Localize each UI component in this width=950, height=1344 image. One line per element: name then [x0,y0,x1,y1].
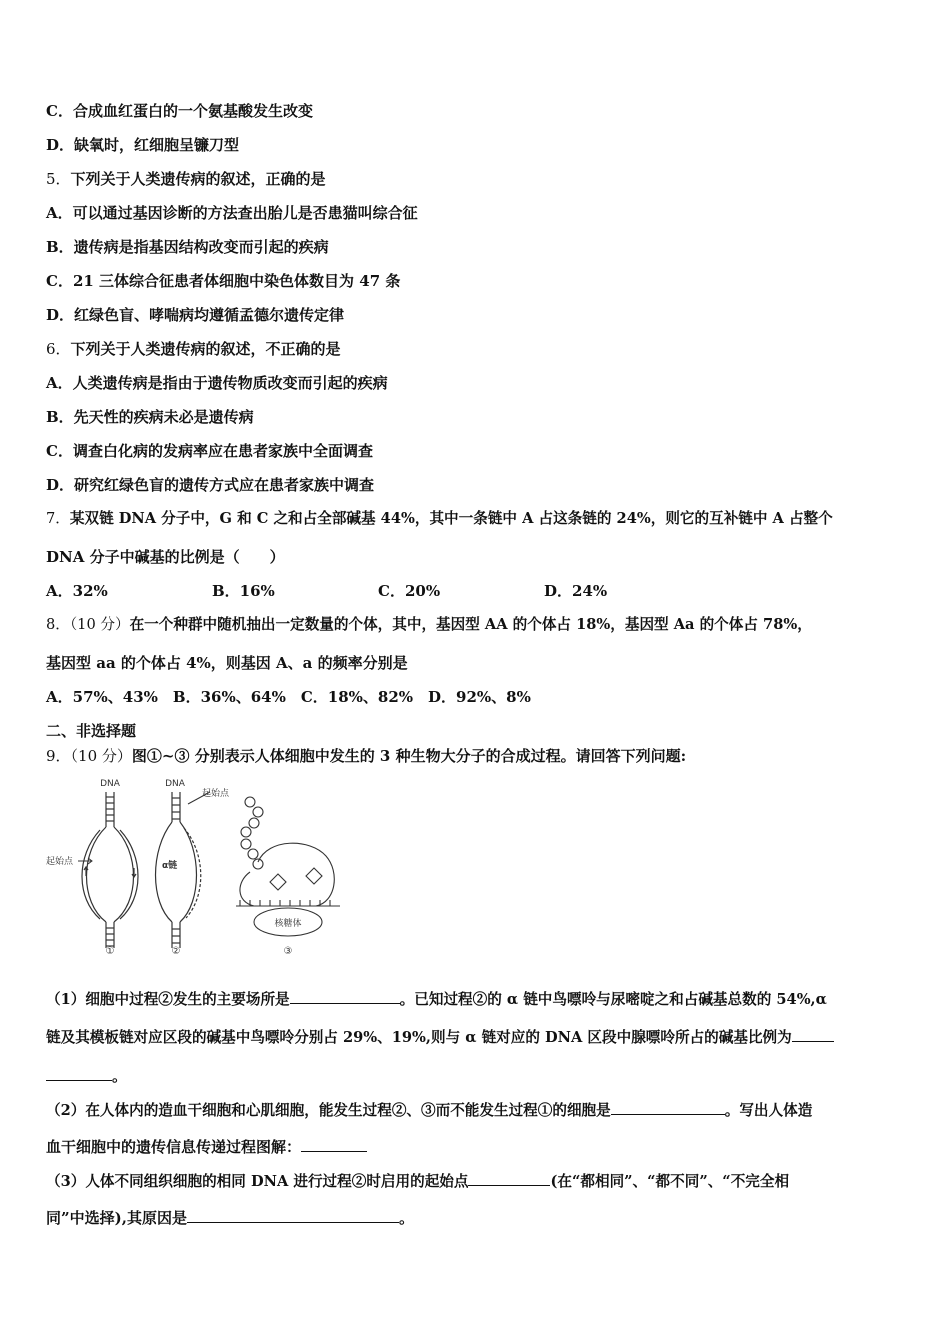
q9-part1-text-b: 。已知过程②的 α 链中鸟嘌呤与尿嘧啶之和占碱基总数的 54%,α [399,991,827,1008]
q9-part1-text-a: （1）细胞中过程②发生的主要场所是 [46,991,290,1008]
q9-part3-blank-2[interactable] [187,1207,399,1223]
q6-stem [46,339,341,359]
q9-part1-line2 [46,1026,834,1048]
q9-part2-text-c: 血干细胞中的遗传信息传递过程图解： [46,1138,302,1156]
fig2-alpha-chain-label: α链 [162,861,178,871]
q9-part2-text-b: 。写出人体造 [724,1102,813,1119]
q5-stem [46,169,326,189]
q6-option-d: D．研究红绿色盲的遗传方式应在患者家族中调查 [46,476,375,494]
q9-part2-text-a: （2）在人体内的造血干细胞和心肌细胞，能发生过程②、③而不能发生过程①的细胞是 [46,1102,611,1119]
q8-stem-line1 [46,615,812,635]
q5-option-a: A．可以通过基因诊断的方法查出胎儿是否患猫叫综合征 [46,204,418,222]
fig3-ribosome-label: 核糖体 [274,919,302,929]
q7-options [46,581,607,601]
fig2-dna-label: DNA [165,779,185,789]
q9-part1-text-c: 链及其模板链对应区段的碱基中鸟嘌呤分别占 29%、19%,则与 α 链对应的 DNA 区段中腺嘌呤所占的碱基比例为 [46,1029,792,1046]
q7-option-c: C．20% [378,582,441,600]
q7-stem-line2: DNA 分子中碱基的比例是（ ） [46,548,285,566]
q9-part3-text-c: 同”中选择),其原因是 [46,1209,187,1227]
q9-part1-line3 [46,1065,127,1086]
q4-option-d: D．缺氧时，红细胞呈镰刀型 [46,136,240,154]
synthesis-diagram [40,772,400,958]
q7-option-d: D．24% [544,582,608,600]
fig1-replication-bubble [82,792,138,948]
q5-option-b: B．遗传病是指基因结构改变而引起的疾病 [46,238,329,256]
q9-number: 9．（10 分） [46,747,132,765]
q5-option-c: C．21 三体综合征患者体细胞中染色体数目为 47 条 [46,272,401,290]
q9-stem [46,746,686,766]
q9-part2-line1 [46,1099,812,1121]
q9-part2-blank-2[interactable] [301,1136,367,1152]
q5-stem-text: 下列关于人类遗传病的叙述，正确的是 [70,170,326,188]
q5-option-d: D．红绿色盲、哮喘病均遵循孟德尔遗传定律 [46,306,345,324]
q6-number: 6． [46,340,71,358]
q9-part2-blank-1[interactable] [611,1099,725,1115]
fig3-number: ③ [283,946,293,957]
fig1-start-point-label: 起始点 [46,857,74,867]
q9-figure [40,772,400,958]
fig1-arrow-icon [78,858,92,864]
fig2-start-point-label: 起始点 [202,789,230,799]
q8-stem-line2: 基因型 aa 的个体占 4%，则基因 A、a 的频率分别是 [46,654,408,672]
q7-option-a: A．32% [46,582,108,600]
q6-option-a: A．人类遗传病是指由于遗传物质改变而引起的疾病 [46,374,388,392]
q6-stem-text: 下列关于人类遗传病的叙述，不正确的是 [70,340,341,358]
q9-part3-text-b: (在“都相同”、“都不同”、“不完全相 [550,1173,790,1190]
q9-part3-text-a: （3）人体不同组织细胞的相同 DNA 进行过程②时启用的起始点 [46,1173,469,1190]
q6-option-c: C．调查白化病的发病率应在患者家族中全面调查 [46,442,373,460]
q7-stem-line1 [46,509,833,529]
q8-options: A．57%、43% B．36%、64% C．18%、82% D．92%、8% [46,688,531,706]
q9-part3-blank-1[interactable] [468,1170,550,1186]
q8-number: 8．（10 分） [46,616,130,633]
q9-part3-line1 [46,1170,789,1192]
q7-number: 7． [46,510,70,527]
section-heading: 二、非选择题 [46,722,137,740]
q6-option-b: B．先天性的疾病未必是遗传病 [46,408,254,426]
q9-part2-line2 [46,1136,367,1157]
q4-option-c: C．合成血红蛋白的一个氨基酸发生改变 [46,102,313,120]
q5-number: 5． [46,170,71,188]
q7-option-b: B．16% [212,582,275,600]
fig1-dna-label: DNA [100,779,120,789]
q9-part1-line1 [46,988,827,1010]
fig2-number: ② [171,946,181,957]
fig1-number: ① [105,946,115,957]
q9-part1-blank-2a[interactable] [792,1026,834,1042]
q9-stem-text: 图①~③ 分别表示人体细胞中发生的 3 种生物大分子的合成过程。请回答下列问题: [131,747,687,765]
q9-part1-text-d: 。 [112,1067,128,1085]
q9-part3-line2 [46,1207,414,1228]
q8-stem-text-1: 在一个种群中随机抽出一定数量的个体，其中，基因型 AA 的个体占 18%，基因型 Aa 的个体占 78%， [129,616,812,633]
q9-part1-blank-2b[interactable] [46,1065,112,1081]
fig3-translation [236,797,340,936]
q7-stem-text-1: 某双链 DNA 分子中，G 和 C 之和占全部碱基 44%，其中一条链中 A 占这条链的 24%，则它的互补链中 A 占整个 [69,510,833,527]
q9-part3-text-d: 。 [398,1209,414,1227]
q9-part1-blank-1[interactable] [290,988,400,1004]
